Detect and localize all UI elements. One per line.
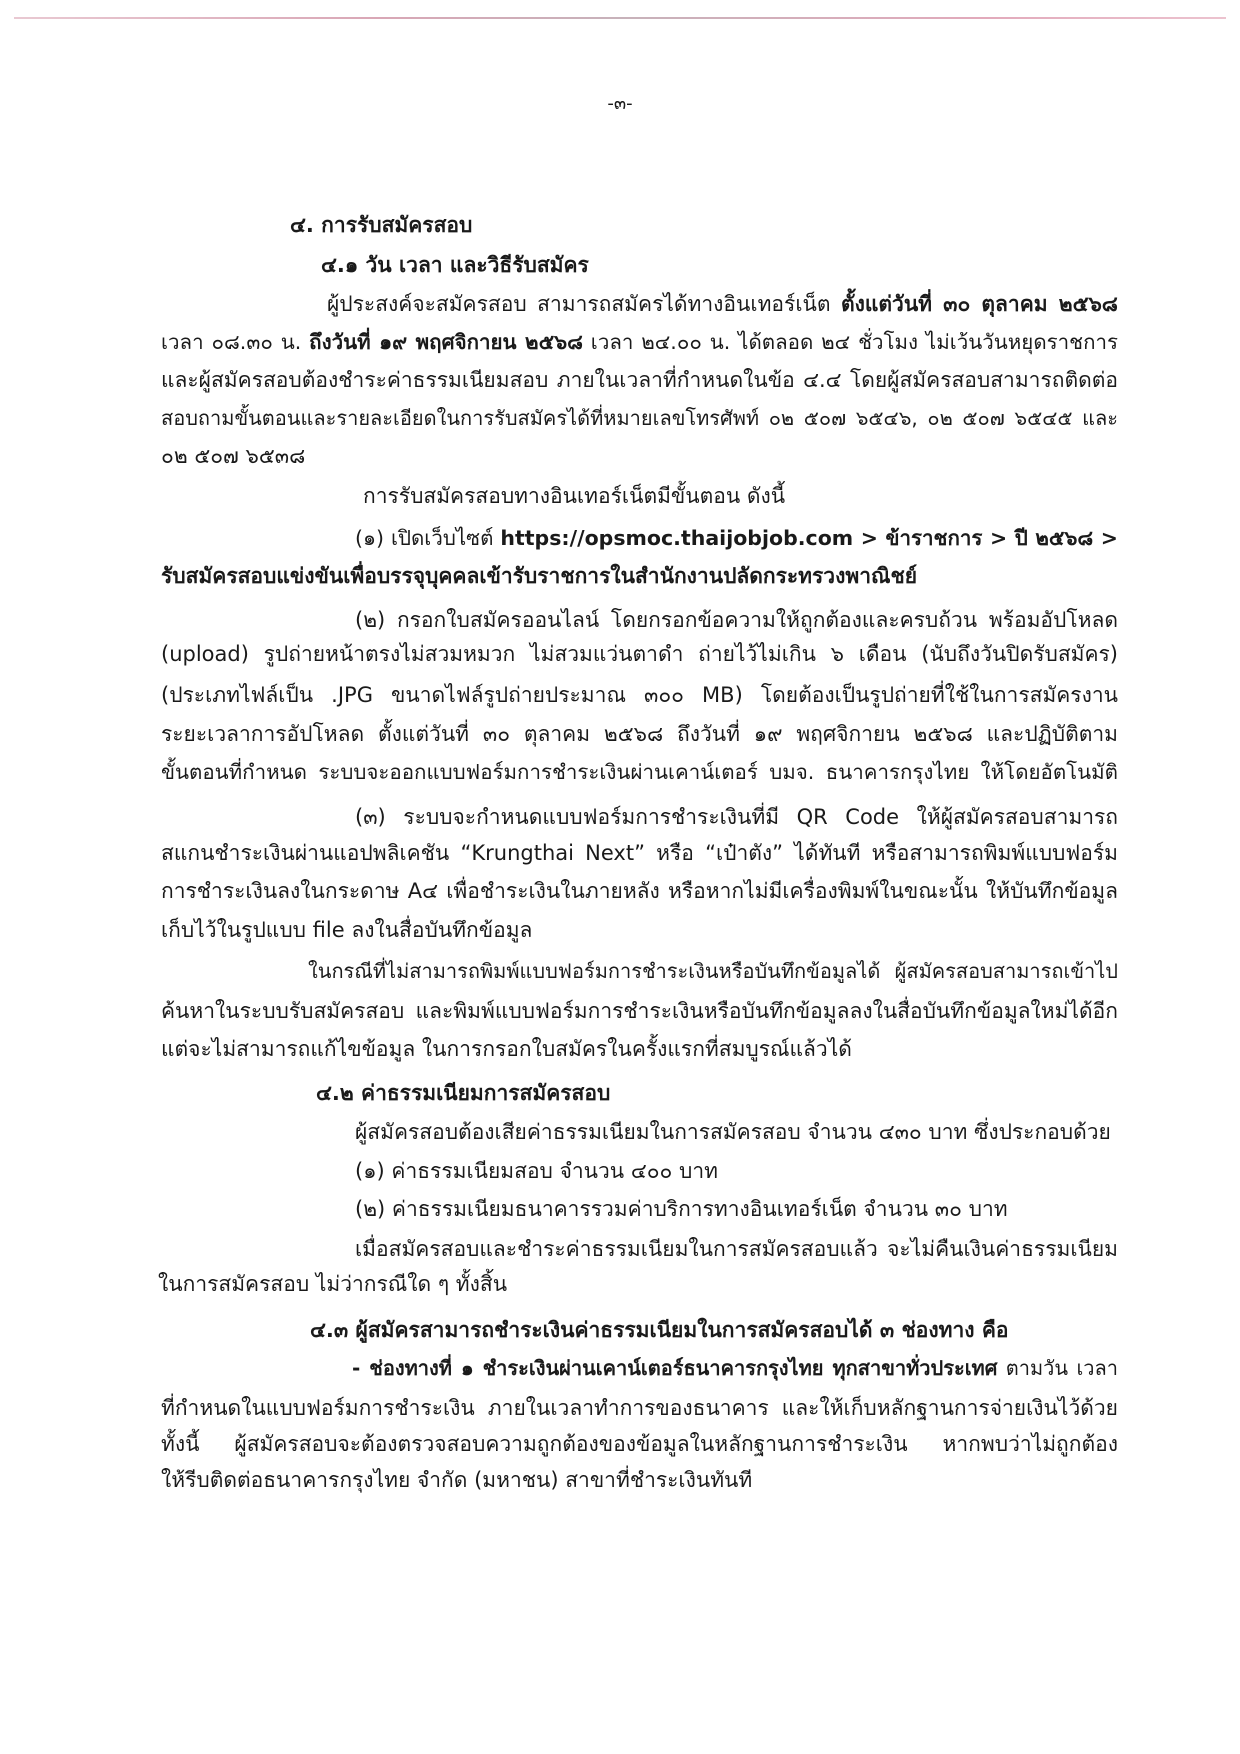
- text: เก็บไว้ในรูปแบบ file ลงในสื่อบันทึกข้อมูล: [161, 918, 533, 942]
- bold-text: ๔. การรับสมัครสอบ: [290, 213, 473, 237]
- text: สอบถามขั้นตอนและรายละเอียดในการรับสมัครได้ที่หมายเลขโทรศัพท์ ๐๒ ๕๐๗ ๖๕๔๖, ๐๒ ๕๐๗ ๖๕๔๕ และ: [161, 406, 1118, 430]
- text: (ประเภทไฟล์เป็น .JPG ขนาดไฟล์รูปถ่ายประมาณ ๓๐๐ MB) โดยต้องเป็นรูปถ่ายที่ใช้ในการสมัครงาน: [161, 683, 1118, 707]
- text: (upload) รูปถ่ายหน้าตรงไม่สวมหมวก ไม่สวมแว่นตาดำ ถ่ายไว้ไม่เกิน ๖ เดือน (นับถึงวันปิดรับสมัคร): [161, 642, 1118, 666]
- paragraph-line: [327, 285, 1118, 323]
- paragraph-line: [161, 1389, 1118, 1427]
- list-item-line: [355, 1190, 1118, 1228]
- paragraph-line: [161, 323, 1118, 361]
- subsection-heading: [321, 246, 1118, 284]
- list-item-line: [161, 834, 1118, 872]
- page-number: -๓-: [607, 93, 633, 114]
- text: ที่กำหนดในแบบฟอร์มการชำระเงิน ภายในเวลาทำการของธนาคาร และให้เก็บหลักฐานการจ่ายเงินไว้ด้วย: [161, 1396, 1118, 1420]
- list-item-line: [161, 872, 1118, 910]
- text: ขั้นตอนที่กำหนด ระบบจะออกแบบฟอร์มการชำระเงินผ่านเคาน์เตอร์ บมจ. ธนาคารกรุงไทย ให้โดยอัตโนมัติ: [161, 760, 1118, 784]
- text: ระยะเวลาการอัปโหลด ตั้งแต่วันที่ ๓๐ ตุลาคม ๒๕๖๘ ถึงวันที่ ๑๙ พฤศจิกายน ๒๕๖๘ และปฏิบัติตาม: [161, 722, 1118, 746]
- list-item-line: [161, 753, 1118, 791]
- paragraph-line: [355, 1230, 1118, 1268]
- bold-text: ตั้งแต่วันที่ ๓๐ ตุลาคม ๒๕๖๘: [840, 292, 1118, 316]
- paragraph-line: [161, 1425, 1118, 1463]
- subsection-heading: [310, 1311, 1118, 1349]
- paragraph-line: [363, 477, 1118, 515]
- list-item-line: [161, 557, 1118, 595]
- list-item-line: [355, 601, 1118, 639]
- list-item-line: [355, 1152, 1118, 1190]
- text: (๑) ค่าธรรมเนียมสอบ จำนวน ๔๐๐ บาท: [355, 1159, 719, 1183]
- paragraph-line: [355, 1113, 1118, 1151]
- list-item-line: [355, 798, 1118, 836]
- paragraph-line: [161, 361, 1118, 399]
- top-rule-divider: [14, 17, 1226, 19]
- text: ๐๒ ๕๐๗ ๖๕๓๘: [161, 444, 306, 468]
- paragraph-line: [161, 399, 1118, 437]
- paragraph-line: [161, 1030, 1118, 1068]
- text: เวลา ๐๘.๓๐ น.: [161, 330, 310, 354]
- text: (๓) ระบบจะกำหนดแบบฟอร์มการชำระเงินที่มี QR Code ให้ผู้สมัครสอบสามารถ: [355, 805, 1118, 829]
- paragraph-line: [308, 952, 1118, 990]
- list-item-line: [161, 715, 1118, 753]
- bold-text: ถึงวันที่ ๑๙ พฤศจิกายน ๒๕๖๘: [309, 330, 583, 354]
- bold-text: ๔.๓ ผู้สมัครสามารถชำระเงินค่าธรรมเนียมในการสมัครสอบได้ ๓ ช่องทาง คือ: [310, 1318, 1009, 1342]
- paragraph-line: [158, 1265, 1118, 1303]
- subsection-heading: [316, 1074, 1118, 1112]
- text: (๒) ค่าธรรมเนียมธนาคารรวมค่าบริการทางอินเทอร์เน็ต จำนวน ๓๐ บาท: [355, 1197, 1008, 1221]
- bold-text: รับสมัครสอบแข่งขันเพื่อบรรจุบุคคลเข้ารับราชการในสำนักงานปลัดกระทรวงพาณิชย์: [161, 564, 918, 588]
- text: ตามวัน เวลา: [997, 1356, 1118, 1380]
- text: แต่จะไม่สามารถแก้ไขข้อมูล ในการกรอกใบสมัครในครั้งแรกที่สมบูรณ์แล้วได้: [161, 1037, 852, 1061]
- paragraph-line: [161, 437, 1118, 475]
- text: และผู้สมัครสอบต้องชำระค่าธรรมเนียมสอบ ภายในเวลาที่กำหนดในข้อ ๔.๔ โดยผู้สมัครสอบสามารถติดต่อ: [161, 368, 1118, 392]
- text: สแกนชำระเงินผ่านแอปพลิเคชัน “Krungthai Next” หรือ “เป๋าตัง” ได้ทันที หรือสามารถพิมพ์แบบฟอร์ม: [161, 841, 1118, 865]
- list-item-line: [161, 676, 1118, 714]
- text: ทั้งนี้ ผู้สมัครสอบจะต้องตรวจสอบความถูกต้องของข้อมูลในหลักฐานการชำระเงิน หากพบว่าไม่ถูกต้อง: [161, 1432, 1118, 1456]
- text: ผู้ประสงค์จะสมัครสอบ สามารถสมัครได้ทางอินเทอร์เน็ต: [327, 292, 841, 316]
- list-item-line: [355, 519, 1118, 557]
- list-item-line: [352, 1349, 1118, 1387]
- bold-text: ๔.๑ วัน เวลา และวิธีรับสมัคร: [321, 253, 589, 277]
- bold-text: https://opsmoc.thaijobjob.com > ข้าราชการ > ปี ๒๕๖๘ >: [500, 526, 1118, 550]
- paragraph-line: [161, 1461, 1118, 1499]
- list-item-line: [161, 635, 1118, 673]
- paragraph-line: [161, 992, 1118, 1030]
- text: เมื่อสมัครสอบและชำระค่าธรรมเนียมในการสมัครสอบแล้ว จะไม่คืนเงินค่าธรรมเนียม: [355, 1237, 1118, 1261]
- text: ค้นหาในระบบรับสมัครสอบ และพิมพ์แบบฟอร์มการชำระเงินหรือบันทึกข้อมูลลงในสื่อบันทึกข้อมูลใหม่ได้อีก: [161, 999, 1118, 1023]
- bold-text: - ช่องทางที่ ๑ ชำระเงินผ่านเคาน์เตอร์ธนาคารกรุงไทย ทุกสาขาทั่วประเทศ: [352, 1356, 998, 1380]
- text: ผู้สมัครสอบต้องเสียค่าธรรมเนียมในการสมัครสอบ จำนวน ๔๓๐ บาท ซึ่งประกอบด้วย: [355, 1120, 1111, 1144]
- text: การรับสมัครสอบทางอินเทอร์เน็ตมีขั้นตอน ดังนี้: [363, 484, 786, 508]
- text: การชำระเงินลงในกระดาษ A๔ เพื่อชำระเงินในภายหลัง หรือหากไม่มีเครื่องพิมพ์ในขณะนั้น ให้บันทึกข้อมูล: [161, 879, 1118, 903]
- text: (๒) กรอกใบสมัครออนไลน์ โดยกรอกข้อความให้ถูกต้องและครบถ้วน พร้อมอัปโหลด: [355, 608, 1118, 632]
- bold-text: ๔.๒ ค่าธรรมเนียมการสมัครสอบ: [316, 1081, 611, 1105]
- text: (๑) เปิดเว็บไซต์: [355, 526, 501, 550]
- text: ในกรณีที่ไม่สามารถพิมพ์แบบฟอร์มการชำระเงินหรือบันทึกข้อมูลได้ ผู้สมัครสอบสามารถเข้าไป: [308, 959, 1118, 983]
- text: เวลา ๒๔.๐๐ น. ได้ตลอด ๒๔ ชั่วโมง ไม่เว้นวันหยุดราชการ: [582, 330, 1118, 354]
- list-item-line: [161, 911, 1118, 949]
- text: ให้รีบติดต่อธนาคารกรุงไทย จำกัด (มหาชน) สาขาที่ชำระเงินทันที: [161, 1468, 753, 1492]
- text: ในการสมัครสอบ ไม่ว่ากรณีใด ๆ ทั้งสิ้น: [158, 1272, 508, 1296]
- section-heading: [290, 206, 1118, 244]
